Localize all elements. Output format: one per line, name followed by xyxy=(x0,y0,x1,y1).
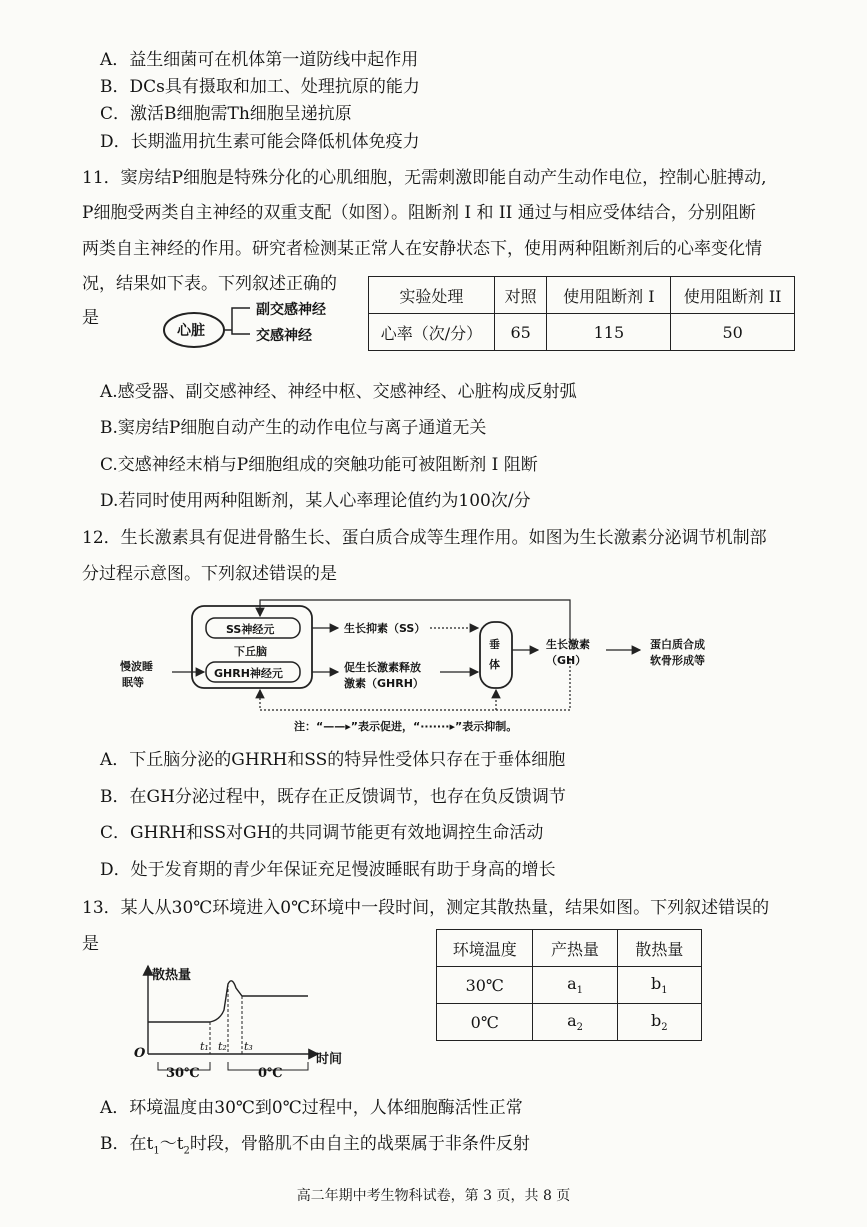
q11-option-c: C.交感神经末梢与P细胞组成的突触功能可被阻断剂 I 阻断 xyxy=(100,455,538,475)
table-cell: $b_2$ xyxy=(617,1004,701,1041)
ss-neuron-label: SS神经元 xyxy=(226,623,275,636)
q10-option-a: A．益生细菌可在机体第一道防线中起作用 xyxy=(100,50,419,70)
q12-gh-regulation-diagram xyxy=(100,592,780,742)
ghrh-neuron-label: GHRH神经元 xyxy=(214,667,283,680)
q10-option-c: C．激活B细胞需Th细胞呈递抗原 xyxy=(100,104,352,124)
page-footer: 高二年期中考生物科试卷，第 3 页，共 8 页 xyxy=(296,1188,571,1204)
effects-label-1: 蛋白质合成 xyxy=(650,638,705,651)
table-cell: 50 xyxy=(671,314,795,351)
q12-stem-line1: 12．生长激素具有促进骨骼生长、蛋白质合成等生理作用。如图为生长激素分泌调节机制部 xyxy=(82,528,767,548)
q11-option-d: D.若同时使用两种阻断剂，某人心率理论值约为100次/分 xyxy=(100,491,531,511)
table-cell: 30℃ xyxy=(437,967,533,1004)
ghrh-hormone-label-1: 促生长激素释放 xyxy=(344,661,421,674)
table-cell: 心率（次/分） xyxy=(369,314,495,351)
table-cell: 0℃ xyxy=(437,1004,533,1041)
q11-heart-diagram xyxy=(160,296,360,352)
hypothalamus-label: 下丘脑 xyxy=(234,645,267,658)
q11-stem-line3: 两类自主神经的作用。研究者检测某正常人在安静状态下，使用两种阻断剂后的心率变化情 xyxy=(82,239,762,259)
table-cell: $a_2$ xyxy=(533,1004,617,1041)
effects-label-2: 软骨形成等 xyxy=(650,654,705,667)
q13-stem-line2: 是 xyxy=(82,934,99,954)
table-cell: $a_1$ xyxy=(533,967,617,1004)
q10-option-b: B．DCs具有摄取和加工、处理抗原的能力 xyxy=(100,77,420,97)
table-header: 使用阻断剂 I xyxy=(547,277,671,314)
q13-heat-table xyxy=(436,929,702,1041)
q12-stem-line2: 分过程示意图。下列叙述错误的是 xyxy=(82,564,337,584)
q11-option-b: B.窦房结P细胞自动产生的动作电位与离子通道无关 xyxy=(100,418,487,438)
tick-t1: t₁ xyxy=(200,1040,209,1053)
q13-option-b: B．在$t_1\sim t_2$时段，骨骼肌不由自主的战栗属于非条件反射 xyxy=(100,1134,530,1157)
ghrh-hormone-label-2: 激素（GHRH） xyxy=(344,677,424,690)
gh-label-2: （GH） xyxy=(546,654,587,667)
table-cell: $b_1$ xyxy=(617,967,701,1004)
graph-xlabel: 时间 xyxy=(316,1052,343,1067)
q13-option-a: A．环境温度由30℃到0℃过程中，人体细胞酶活性正常 xyxy=(100,1098,523,1118)
slow-wave-sleep-label-1: 慢波睡 xyxy=(120,660,153,673)
q12-option-a: A．下丘脑分泌的GHRH和SS的特异性受体只存在于垂体细胞 xyxy=(100,750,566,770)
heart-label: 心脏 xyxy=(177,323,205,339)
ss-hormone-label: 生长抑素（SS） xyxy=(344,622,426,635)
table-header: 散热量 xyxy=(617,930,701,967)
q11-stem-line4: 况，结果如下表。下列叙述正确的 xyxy=(82,274,337,294)
pituitary-label-2: 体 xyxy=(489,658,500,671)
range-30c: 30℃ xyxy=(166,1066,200,1081)
q11-stem-line5: 是 xyxy=(82,308,99,328)
graph-ylabel: 散热量 xyxy=(152,968,192,983)
slow-wave-sleep-label-2: 眠等 xyxy=(122,676,144,689)
q11-heart-rate-table xyxy=(368,276,795,351)
q12-option-d: D．处于发育期的青少年保证充足慢波睡眠有助于身高的增长 xyxy=(100,860,556,880)
table-cell: 115 xyxy=(547,314,671,351)
table-header: 使用阻断剂 II xyxy=(671,277,795,314)
q11-stem-line2: P细胞受两类自主神经的双重支配（如图）。阻断剂 I 和 II 通过与相应受体结合，分别阻断 xyxy=(82,203,756,223)
q11-stem-line1: 11．窦房结P细胞是特殊分化的心肌细胞，无需刺激即能自动产生动作电位，控制心脏搏动, xyxy=(82,168,767,188)
gh-label-1: 生长激素 xyxy=(546,638,590,651)
q10-option-d: D．长期滥用抗生素可能会降低机体免疫力 xyxy=(100,132,420,152)
diagram-note: 注：“——▸”表示促进，“·······▸”表示抑制。 xyxy=(294,720,518,733)
q13-heat-loss-graph xyxy=(128,958,368,1084)
tick-t2: t₂ xyxy=(218,1040,227,1053)
tick-t3: t₃ xyxy=(244,1040,253,1053)
pituitary-label-1: 垂 xyxy=(489,638,500,651)
q12-option-b: B．在GH分泌过程中，既存在正反馈调节，也存在负反馈调节 xyxy=(100,787,566,807)
parasympathetic-label: 副交感神经 xyxy=(256,302,326,318)
table-header: 对照 xyxy=(494,277,547,314)
q13-stem-line1: 13．某人从30℃环境进入0℃环境中一段时间，测定其散热量，结果如图。下列叙述错误的 xyxy=(82,898,770,918)
q12-option-c: C．GHRH和SS对GH的共同调节能更有效地调控生命活动 xyxy=(100,823,544,843)
graph-origin: O xyxy=(134,1046,146,1061)
q11-option-a: A.感受器、副交感神经、神经中枢、交感神经、心脏构成反射弧 xyxy=(100,382,577,402)
range-0c: 0℃ xyxy=(258,1066,283,1081)
table-header: 环境温度 xyxy=(437,930,533,967)
table-header: 产热量 xyxy=(533,930,617,967)
table-cell: 65 xyxy=(494,314,547,351)
sympathetic-label: 交感神经 xyxy=(256,328,312,344)
table-header: 实验处理 xyxy=(369,277,495,314)
